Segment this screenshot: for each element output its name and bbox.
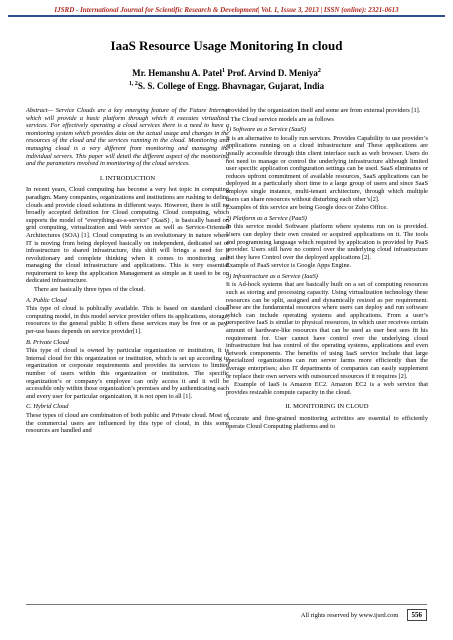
iaas-text: It is Ad-hock systems that are basically built on a set of computing resources such as storing and processing capacity. Using virtualization technology these resources can be split, assigned and dynamically resized as per requirement. These are the fundamental resources where users can deploy and run software which can include operating systems and applications. From a user’s perspective IaaS is similar to physical resources, in which user receives certain amount of hardware-like resources that can be used as user best sees fit his requirement for. User cannot have control over the underlying cloud infrastructure but has control of the operating systems, applications and even network components. The benefits of using IaaS service include that large specialized organizations can run server farms more efficiently than the average enterprises; also IT departments of companies can easily supplement or replace their own servers with outsourced resources if it requires [2]. [226,281,428,380]
section-heading-monitoring: II. MONITORING IN CLOUD [285,403,369,411]
header-rule [8,15,445,17]
subheading-saas: 1) Software as a Service (SaaS) [226,126,306,134]
section-heading-introduction: I. INTRODUCTION [99,174,156,182]
hybrid-cloud-text: These types of cloud are combination of both public and Private cloud. Most of the commercial users are influenced by this type of cloud, in this some resources are handled and [26,411,229,435]
affiliation [0,79,453,92]
author-2: Prof. Arvind D. Meniya [225,68,318,78]
iaas-example: Example of IaaS is Amazon EC2. Amazon EC2 is a web service that provides resizable compute capacity in the cloud. [226,381,428,396]
right-intro: provided by the organization itself and some are from external providers [1]. [226,107,421,114]
paas-example: Example of PaaS service is Google Apps Engine. [226,262,352,270]
subheading-private-cloud: B. Private Cloud [26,338,69,346]
affiliation-text: S. S. College of Engg. Bhavnagar, Gujarat, India [137,81,325,91]
intro-paragraph-2: There are basically three types of the cloud. [34,286,145,294]
paas-text: In this service model Software platform where systems run on is provided. Users can deploy their own created or acquired applications on it. The tools and programming language which required by application is provided by PaaS provider. Users still have no control over the underlying cloud infrastructure but they have Control over the deployed applications [2]. [226,223,428,261]
journal-header [8,6,445,22]
subheading-paas: 2) Platform as a Service (PaaS) [226,214,307,222]
subheading-hybrid-cloud: C. Hybrid Cloud [26,403,69,411]
service-models-bullet: – The Cloud service models are as follows [226,115,334,123]
author-1: Mr. Hemanshu A. Patel [132,68,223,78]
saas-text: It is an alternative to locally run services. Provides Capability to use provider’s applications running on a cloud infrastructure and These applications are usually accessible through thin client interface such as web browser. Users do not need to manage or control the underlying infrastructure although limited user specific application configuration settings can be used. SaaS eliminates or reduces upfront commitment of available resources, SaaS applications can be deployed in a particularly short time to a large group of users and since SaaS employs single instance, multi-tenant architecture, through which multiple users can share resources without disturbing each other’s[2]. [226,134,428,203]
footer-rights: All rights reserved by www.ijsrd.com [300,611,399,619]
public-cloud-text: This type of cloud is publically available. This is based on standard cloud computing model, in this model service provider offers its applications, storage, resources to the general public It offers these services may be free or as pay-per-use bases depends on service provider[1]. [26,305,229,336]
saas-examples: Examples of this service are being Google docs or Zoho Office. [226,204,388,212]
monitoring-text: Accurate and fine-grained monitoring activities are essential to efficiently operate Cloud Computing platforms and to [226,414,428,430]
subheading-iaas: 3) Infrastructure as a Service (IaaS) [226,272,318,280]
author-names [0,66,453,79]
subheading-public-cloud: A. Public Cloud [26,296,67,304]
right-column [226,107,428,431]
left-column [26,107,229,436]
page-footer [301,609,427,621]
journal-line: IJSRD - International Journal for Scientific Research & Development| Vol. 1, Issue 3, 2013 | ISSN (online): 2321-0613 [54,6,399,14]
intro-paragraph-1: In recent years, Cloud computing has become a very hot topic in computing paradigm. Many companies, organizations and institutions are rushing to define clouds and provide cloud solutions in different ways. However, there is still no broadly accepted definition for Cloud computing. Cloud computing, which supports the model of "everything-as-a-service" (XaaS) , is basically based on grid computing, virtualization and Web service as well as Service-Oriented Architectures (SOA) [1]. Cloud computing is an evolutionary in nature where IT is moving from being deployed basically on independent, dedicated set of infrastructure to shared infrastructure, this shift will brings a need for a revolutionary and complete thinking when it comes to monitoring and managing the cloud infrastructure and applications. This is very essential requirement to keep the application Management as simple as it used to be on dedicated infrastructure. [26,186,229,285]
private-cloud-text: This type of cloud is owned by particular organization or institution, It is Internal cloud for this organization or institution, which is set up according to organization or corporate requirements and provides its services to limited number of users within this organization or institution. The specific organization’s or company’s employee can only access it and it will be accessible only within those organization’s premises and by authenticating each and every user for particular organization, it is not open to all [1]. [26,347,229,400]
abstract: Abstract— Service Clouds are a key emerging feature of the Future Internet which will provide a basic platform through which it executes virtualized services. For effectively operating a cloud services there is a need to have a monitoring system which provides data on the actual usage and changes in the resources of the cloud and the services running in the cloud. Monitoring and managing cloud is a very different from monitoring and managing the individual servers. This paper will detail the different aspect of the monitoring and the parameters involved in monitoring of the cloud services. [26,107,229,168]
author-2-sup: 2 [317,68,321,74]
affiliation-sup: 1, 2 [128,81,138,87]
footer-rule [26,604,427,605]
author-1-sup: 1 [222,68,226,74]
author-block [0,66,453,92]
page-number: 556 [407,609,428,621]
paper-title: IaaS Resource Usage Monitoring In cloud [110,38,343,53]
